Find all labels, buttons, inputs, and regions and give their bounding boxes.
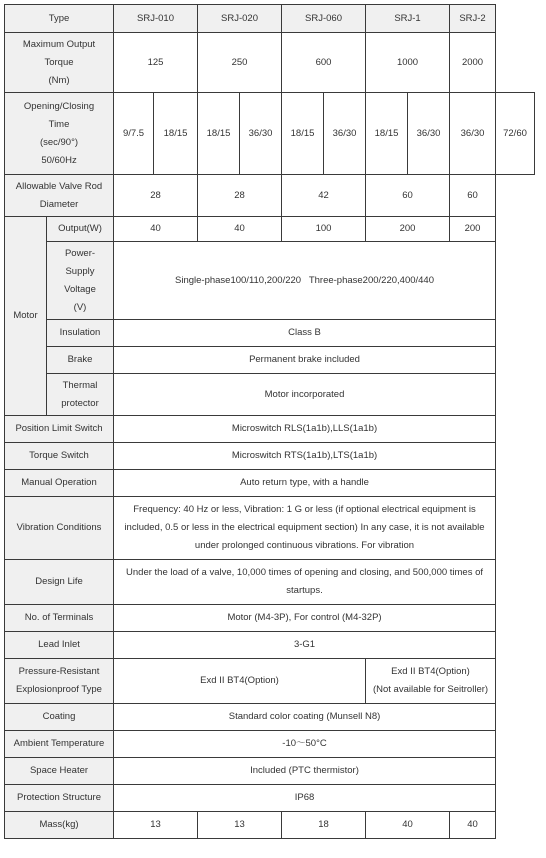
motor-label: Motor	[5, 217, 47, 416]
vibration-label: Vibration Conditions	[5, 497, 114, 560]
time-value: 9/7.5	[114, 93, 154, 175]
torque-value: 2000	[450, 33, 496, 93]
coating-row	[5, 704, 535, 731]
motor-thermal-row	[5, 374, 535, 416]
supply-value: Single-phase100/110,200/220 Three-phase200/220,400/440	[114, 242, 496, 320]
ambient-row	[5, 731, 535, 758]
mass-row	[5, 812, 535, 839]
coating-value: Standard color coating (Munsell N8)	[114, 704, 496, 731]
protection-label: Protection Structure	[5, 785, 114, 812]
insulation-value: Class B	[114, 320, 496, 347]
heater-label: Space Heater	[5, 758, 114, 785]
brake-label: Brake	[47, 347, 114, 374]
design-label: Design Life	[5, 560, 114, 605]
lead-label: Lead Inlet	[5, 632, 114, 659]
output-value: 40	[198, 217, 282, 242]
model-header: SRJ-2	[450, 5, 496, 33]
lead-value: 3-G1	[114, 632, 496, 659]
vibration-row	[5, 497, 535, 560]
output-value: 100	[282, 217, 366, 242]
rod-value: 42	[282, 175, 366, 217]
time-value: 36/30	[408, 93, 450, 175]
rod-label: Allowable Valve Rod Diameter	[5, 175, 114, 217]
torque-value: 1000	[366, 33, 450, 93]
torque-switch-label: Torque Switch	[5, 443, 114, 470]
rod-row	[5, 175, 535, 217]
terminals-value: Motor (M4-3P), For control (M4-32P)	[114, 605, 496, 632]
manual-label: Manual Operation	[5, 470, 114, 497]
lead-row	[5, 632, 535, 659]
motor-output-row	[5, 217, 535, 242]
mass-value: 13	[114, 812, 198, 839]
terminals-label: No. of Terminals	[5, 605, 114, 632]
ambient-value: -10～50°C	[114, 731, 496, 758]
time-value: 18/15	[366, 93, 408, 175]
time-value: 18/15	[282, 93, 324, 175]
pressure-row	[5, 659, 535, 704]
output-value: 200	[450, 217, 496, 242]
thermal-value: Motor incorporated	[114, 374, 496, 416]
insulation-label: Insulation	[47, 320, 114, 347]
mass-value: 18	[282, 812, 366, 839]
type-label: Type	[5, 5, 114, 33]
time-value: 36/30	[240, 93, 282, 175]
pressure-value-b: Exd II BT4(Option) (Not available for Seitroller)	[366, 659, 496, 704]
model-header: SRJ-1	[366, 5, 450, 33]
time-value: 36/30	[324, 93, 366, 175]
torque-label: Maximum Output Torque (Nm)	[5, 33, 114, 93]
pressure-label: Pressure-Resistant Explosionproof Type	[5, 659, 114, 704]
torque-value: 125	[114, 33, 198, 93]
mass-value: 13	[198, 812, 282, 839]
time-value: 18/15	[198, 93, 240, 175]
motor-brake-row	[5, 347, 535, 374]
vibration-value: Frequency: 40 Hz or less, Vibration: 1 G or less (if optional electrical equipment is included, 0.5 or less in the electrical equipment section) In any case, it is not available under prolonged continuous vibrations. For vibration	[114, 497, 496, 560]
position-label: Position Limit Switch	[5, 416, 114, 443]
protection-value: IP68	[114, 785, 496, 812]
rod-value: 60	[450, 175, 496, 217]
header-row	[5, 5, 535, 33]
time-value: 36/30	[450, 93, 496, 175]
position-value: Microswitch RLS(1a1b),LLS(1a1b)	[114, 416, 496, 443]
model-header: SRJ-060	[282, 5, 366, 33]
supply-label: Power- Supply Voltage (V)	[47, 242, 114, 320]
protection-row	[5, 785, 535, 812]
mass-label: Mass(kg)	[5, 812, 114, 839]
output-value: 200	[366, 217, 450, 242]
model-header: SRJ-010	[114, 5, 198, 33]
motor-insulation-row	[5, 320, 535, 347]
design-value: Under the load of a valve, 10,000 times of opening and closing, and 500,000 times of startups.	[114, 560, 496, 605]
model-header: SRJ-020	[198, 5, 282, 33]
thermal-label: Thermal protector	[47, 374, 114, 416]
manual-value: Auto return type, with a handle	[114, 470, 496, 497]
motor-supply-row	[5, 242, 535, 320]
output-value: 40	[114, 217, 198, 242]
time-value: 18/15	[154, 93, 198, 175]
output-label: Output(W)	[47, 217, 114, 242]
torque-switch-row	[5, 443, 535, 470]
torque-value: 600	[282, 33, 366, 93]
rod-value: 60	[366, 175, 450, 217]
mass-value: 40	[366, 812, 450, 839]
brake-value: Permanent brake included	[114, 347, 496, 374]
rod-value: 28	[198, 175, 282, 217]
heater-row	[5, 758, 535, 785]
manual-row	[5, 470, 535, 497]
mass-value: 40	[450, 812, 496, 839]
torque-switch-value: Microswitch RTS(1a1b),LTS(1a1b)	[114, 443, 496, 470]
rod-value: 28	[114, 175, 198, 217]
torque-row	[5, 33, 535, 93]
time-row	[5, 93, 535, 175]
torque-value: 250	[198, 33, 282, 93]
terminals-row	[5, 605, 535, 632]
pressure-value-a: Exd II BT4(Option)	[114, 659, 366, 704]
design-row	[5, 560, 535, 605]
position-row	[5, 416, 535, 443]
time-label: Opening/Closing Time (sec/90°) 50/60Hz	[5, 93, 114, 175]
coating-label: Coating	[5, 704, 114, 731]
spec-table	[4, 4, 535, 839]
ambient-label: Ambient Temperature	[5, 731, 114, 758]
time-value: 72/60	[496, 93, 535, 175]
heater-value: Included (PTC thermistor)	[114, 758, 496, 785]
